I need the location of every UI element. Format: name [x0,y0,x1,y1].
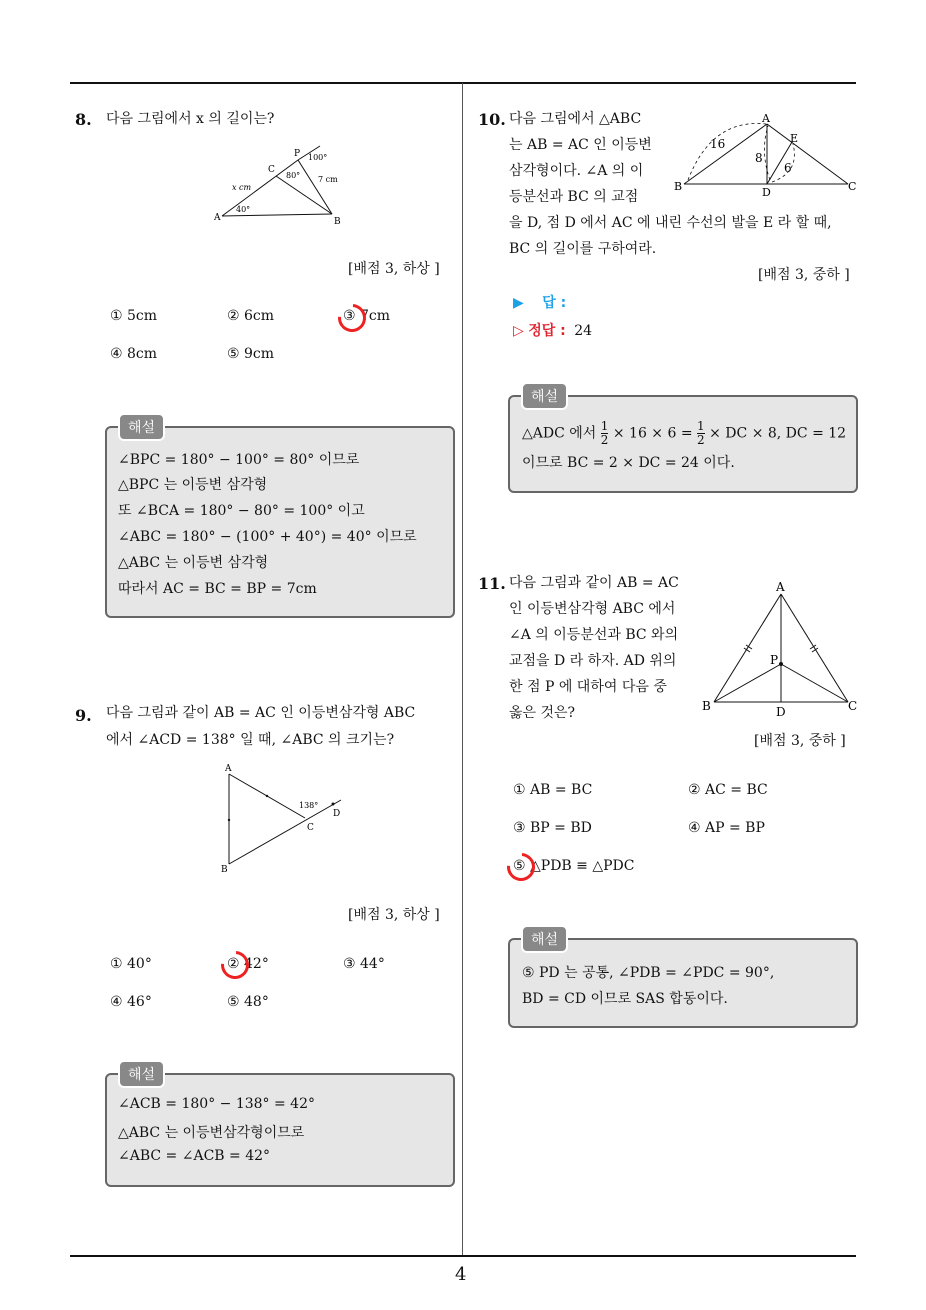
q11-text-line-4: 교점을 D 라 하자. AD 위의 [509,653,677,669]
q11-number: 11. [478,574,506,593]
q10-figure [672,112,862,198]
q10-number: 10. [478,110,506,129]
q10-answer-row [513,292,566,312]
q10-num-6: 6 [784,161,792,175]
column-divider [462,83,463,1255]
q10-label-d: D [762,186,771,198]
q10-answer-play-icon: ▶ [513,295,524,311]
q10-sol-line-2: 이므로 BC = 2 × DC = 24 이다. [522,455,735,471]
q11-solution-tag: 해설 [521,925,568,953]
q10-text-line-5: 을 D, 점 D 에서 AC 에 내린 수선의 발을 E 라 할 때, [509,215,832,231]
q9-sol-line-1: ∠ACB = 180° − 138° = 42° [118,1096,315,1112]
q9-solution-tag: 해설 [118,1060,165,1088]
q8-label-b: B [334,217,341,227]
q10-correct-label: 정답 : [528,323,566,339]
q10-label-a: A [762,112,770,125]
q10-text-line-6: BC 의 길이를 구하여라. [509,241,657,257]
q11-option-3[interactable]: ③ BP = BD [513,820,592,836]
q8-label-p: P [294,149,301,159]
q10-label-e: E [790,132,799,145]
q9-label-a: A [225,764,232,774]
q9-figure [215,760,355,876]
q11-option-5[interactable]: ⑤ △PDB ≡ △PDC [513,858,635,874]
q11-text-line-3: ∠A 의 이등분선과 BC 와의 [509,627,679,643]
q11-sol-line-1: ⑤ PD 는 공통, ∠PDB = ∠PDC = 90°, [522,965,775,981]
q8-angle-40: 40° [236,205,251,214]
q9-option-1[interactable]: ① 40° [110,956,152,972]
top-rule [70,82,856,84]
q10-num-8: 8 [755,151,763,165]
q9-score: [배점 3, 하상 ] [348,907,440,923]
q8-side-7: 7 cm [318,175,338,184]
q10-text-line-3: 삼각형이다. ∠A 의 이 [509,163,644,179]
q11-label-a: A [776,580,785,594]
q11-text-line-5: 한 점 P 에 대하여 다음 중 [509,679,667,695]
q9-label-d: D [333,809,341,819]
q8-side-x: x cm [232,183,252,192]
q9-option-5[interactable]: ⑤ 48° [227,994,269,1010]
q8-solution-tag: 해설 [118,413,165,441]
q11-text-line-2: 인 이등변삼각형 ABC 에서 [509,601,676,617]
q9-text-line-2: 에서 ∠ACD = 138° 일 때, ∠ABC 의 크기는? [106,732,395,748]
q10-text-line-4: 등분선과 BC 의 교점 [509,189,639,205]
q8-answer-circle-mark [332,298,371,337]
q11-figure [700,578,862,720]
q10-correct-row [513,320,592,340]
q10-text-line-2: 는 AB = AC 인 이등변 [509,137,652,153]
q8-number: 8. [75,110,92,129]
q10-answer-label: 답 : [542,295,567,311]
page-number: 4 [455,1264,467,1285]
q8-label-a: A [214,213,221,223]
bottom-rule [70,1255,856,1257]
q9-option-4[interactable]: ④ 46° [110,994,152,1010]
q8-text: 다음 그림에서 x 의 길이는? [106,111,275,127]
q11-score: [배점 3, 중하 ] [754,733,846,749]
q9-sol-line-2: △ABC 는 이등변삼각형이므로 [118,1125,305,1141]
q10-score: [배점 3, 중하 ] [758,267,850,283]
q9-answer-circle-mark [215,945,254,984]
q8-sol-line-2: △BPC 는 이등변 삼각형 [118,477,268,493]
q8-option-2[interactable]: ② 6cm [227,308,275,324]
q10-text-line-1: 다음 그림에서 △ABC [509,111,642,127]
q8-sol-line-5: △ABC 는 이등변 삼각형 [118,555,269,571]
q8-angle-80: 80° [286,171,301,180]
q10-label-b: B [674,180,683,193]
q10-frac-2: $\frac{1}{2}$ [697,419,705,447]
q10-solution-tag: 해설 [521,382,568,410]
q11-label-d: D [776,705,786,719]
q8-option-5[interactable]: ⑤ 9cm [227,346,275,362]
q11-option-4[interactable]: ④ AP = BP [688,820,765,836]
q8-score: [배점 3, 하상 ] [348,261,440,277]
q8-angle-100: 100° [308,153,328,162]
q8-sol-line-3: 또 ∠BCA = 180° − 80° = 100° 이고 [118,503,365,519]
q10-correct-value: 24 [574,323,593,339]
q9-sol-line-3: ∠ABC = ∠ACB = 42° [118,1148,271,1164]
q8-option-1[interactable]: ① 5cm [110,308,158,324]
q11-option-1[interactable]: ① AB = BC [513,782,593,798]
q10-label-c: C [848,180,857,193]
q9-angle: 138° [299,801,319,810]
q11-text-line-1: 다음 그림과 같이 AB = AC [509,575,679,591]
q9-label-c: C [307,823,314,833]
q10-num-16: 16 [710,137,726,151]
q8-option-4[interactable]: ④ 8cm [110,346,158,362]
q10-correct-play-icon: ▷ [513,323,524,339]
q9-label-b: B [221,865,228,875]
q8-label-c: C [268,165,275,175]
q8-sol-line-4: ∠ABC = 180° − (100° + 40°) = 40° 이므로 [118,529,417,545]
q11-text-line-6: 옳은 것은? [509,705,576,721]
q11-label-p: P [770,653,779,667]
q11-option-2[interactable]: ② AC = BC [688,782,768,798]
q8-sol-line-1: ∠BPC = 180° − 100° = 80° 이므로 [118,452,360,468]
q9-option-3[interactable]: ③ 44° [343,956,385,972]
q8-figure [210,138,350,230]
q9-number: 9. [75,706,92,725]
q11-label-c: C [848,699,858,713]
q10-sol-line-1: △ADC 에서 $\frac{1}{2}$ × 16 × 6 = $\frac{1}{2}$ × DC × 8, DC = 12 [522,419,847,447]
q11-label-b: B [702,699,711,713]
q9-option-2[interactable]: ② 42° [227,956,269,972]
q10-frac-1: $\frac{1}{2}$ [600,419,609,447]
q9-text-line-1: 다음 그림과 같이 AB = AC 인 이등변삼각형 ABC [106,705,416,721]
q11-sol-line-2: BD = CD 이므로 SAS 합동이다. [522,991,728,1007]
q8-sol-line-6: 따라서 AC = BC = BP = 7cm [118,581,317,597]
q8-option-3[interactable]: ③ 7cm [343,308,391,324]
q11-answer-circle-mark [501,847,540,886]
